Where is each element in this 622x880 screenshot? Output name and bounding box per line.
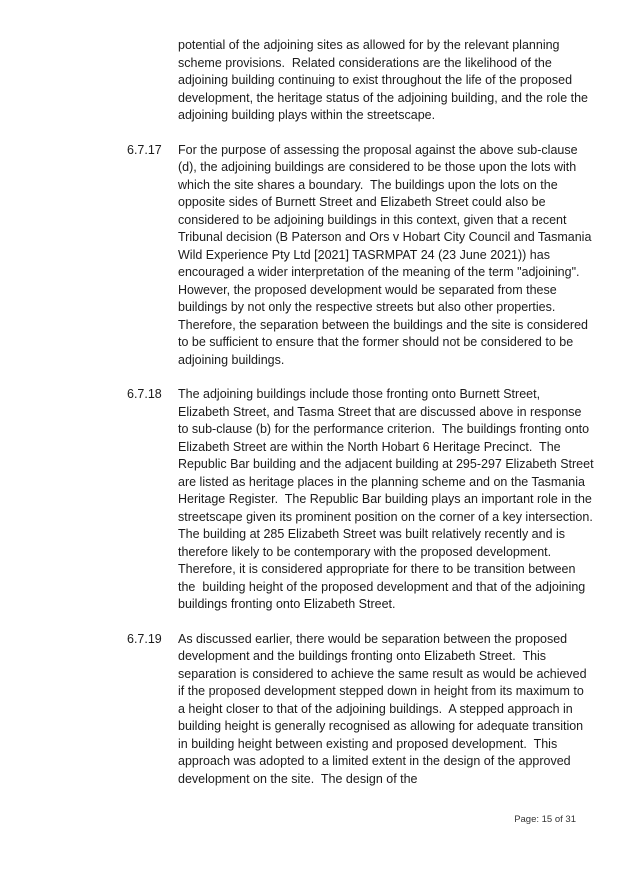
paragraph-text: As discussed earlier, there would be separation between the proposed development and the buildings fronting onto Elizabeth Street. This separation is considered to achieve the same result as would be achieved if the proposed development stepped down in height from its maximum to a height closer to that of the adjoining buildings. A stepped approach in building height is generally recognised as allowing for adequate transition in building height between existing and proposed development. This approach was adopted to a limited extent in the design of the approved development on the site. The design of the (178, 631, 591, 786)
page-number-footer: Page: 15 of 31 (514, 814, 576, 825)
paragraph-6-7-19 (127, 631, 594, 789)
paragraph-6-7-18 (127, 386, 600, 614)
paragraph-number: 6.7.18 (127, 387, 162, 401)
paragraph-text: The adjoining buildings include those fronting onto Burnett Street, Elizabeth Street, and Tasma Street that are discussed above in response to sub-clause (b) for the performance criterion. The buildings fronting onto Elizabeth Street are within the North Hobart 6 Heritage Precinct. The Republic Bar building and the adjacent building at 295-297 Elizabeth Street are listed as heritage places in the planning scheme and on the Tasmania Heritage Register. The Republic Bar building plays an important role in the streetscape given its prominent position on the corner of a key intersection. The building at 285 Elizabeth Street was built relatively recently and is therefore likely to be contemporary with the proposed development. Therefore, it is considered appropriate for there to be transition between the building height of the proposed development and that of the adjoining buildings fronting onto Elizabeth Street. (178, 387, 600, 611)
paragraph-continuation (127, 37, 594, 125)
paragraph-text: potential of the adjoining sites as allowed for by the relevant planning scheme provisions. Related considerations are the likelihood of the adjoining building continuing to exist throughout the life of the proposed development, the heritage status of the adjoining building, and the role the adjoining building plays within the streetscape. (178, 38, 592, 122)
paragraph-number: 6.7.17 (127, 142, 162, 157)
paragraph-text: For the purpose of assessing the proposal against the above sub-clause (d), the adjoining buildings are considered to be those upon the lots with which the site shares a boundary. The buildings upon the lots on the opposite sides of Burnett Street and Elizabeth Street could also be considered to be adjoining buildings in this context, given that a recent Tribunal decision (B Paterson and Ors v Hobart City Council and Tasmania Wild Experience Pty Ltd [2021] TASRMPAT 24 (23 June 2021)) has encouraged a wider interpretation of the meaning of the term "adjoining". However, the proposed development would be separated from these buildings by not only the respective streets but also other properties. Therefore, the separation between the buildings and the site is considered to be sufficient to ensure that the former should not be considered to be adjoining buildings. (178, 142, 595, 367)
document-body (127, 37, 600, 805)
paragraph-6-7-17 (127, 142, 594, 370)
paragraph-number: 6.7.19 (127, 631, 162, 646)
